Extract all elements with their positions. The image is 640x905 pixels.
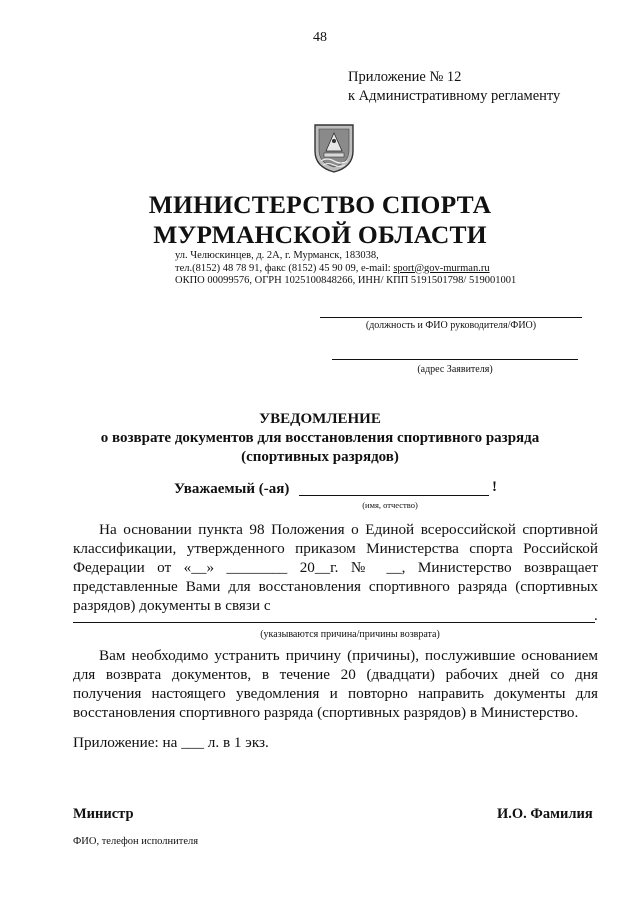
notice-subtitle-2: (спортивных разрядов) <box>241 449 399 465</box>
greeting-caption: (имя, отчество) <box>362 500 418 510</box>
recipient-position-caption: (должность и ФИО руководителя/ФИО) <box>365 320 537 331</box>
ministry-line-1: МИНИСТЕРСТВО СПОРТА <box>148 190 492 219</box>
page-number: 48 <box>313 30 327 45</box>
attachment-note: Приложение: на ___ л. в 1 экз. <box>73 734 269 751</box>
appendix-header <box>348 68 560 106</box>
recipient-address-caption: (адрес Заявителя) <box>417 364 493 375</box>
ministry-name <box>0 190 640 250</box>
reason-end-mark: . <box>594 608 598 624</box>
ministry-address: ул. Челюскинцев, д. 2А, г. Мурманск, 183038, <box>175 250 379 261</box>
ministry-contacts <box>175 250 516 288</box>
ministry-codes: ОКПО 00099576, ОГРН 1025100848266, ИНН/ КПП 5191501798/ 519001001 <box>175 275 517 286</box>
coat-of-arms-icon <box>313 121 355 173</box>
signatory-name: И.О. Фамилия <box>497 806 593 822</box>
greeting-exclamation: ! <box>492 479 497 495</box>
reason-line <box>73 622 595 623</box>
executor-info: ФИО, телефон исполнителя <box>73 836 199 847</box>
recipient-position-line <box>320 317 582 318</box>
body-paragraph-1: На основании пункта 98 Положения о Единой всероссийской спортивной классификации, утвержденного приказом Министерства спорта Российской Федерации от «__» ________ 20__г. № __, Министерство возвращает представленные Вами для восстановления спортивного разряда (спортивных разрядов) документы в связи с <box>73 521 598 614</box>
greeting-text: Уважаемый (-ая) <box>174 481 290 497</box>
notice-heading <box>0 410 640 467</box>
ministry-phone: тел.(8152) 48 78 91, факс (8152) 45 90 09, e-mail: <box>175 262 394 274</box>
notice-subtitle-1: о возврате документов для восстановления спортивного разряда <box>100 430 540 446</box>
appendix-line-2: к Административному регламенту <box>348 88 561 104</box>
ministry-phone-line <box>175 263 516 276</box>
recipient-address-line <box>332 359 578 360</box>
greeting-name-line <box>299 495 489 496</box>
body-paragraph-2: Вам необходимо устранить причину (причины), послужившие основанием для возврата документов, в течение 20 (двадцати) рабочих дней со дня получения настоящего уведомления и повторно направить документы для восстановления спортивного разряда (спортивных разрядов) в Министерство. <box>73 647 598 721</box>
signatory-position: Министр <box>73 806 134 822</box>
notice-title: УВЕДОМЛЕНИЕ <box>259 411 381 427</box>
reason-caption: (указываются причина/причины возврата) <box>260 629 440 640</box>
appendix-line-1: Приложение № 12 <box>348 69 462 85</box>
ministry-email-link[interactable]: sport@gov-murman.ru <box>393 262 490 274</box>
ministry-line-2: МУРМАНСКОЙ ОБЛАСТИ <box>153 220 487 249</box>
